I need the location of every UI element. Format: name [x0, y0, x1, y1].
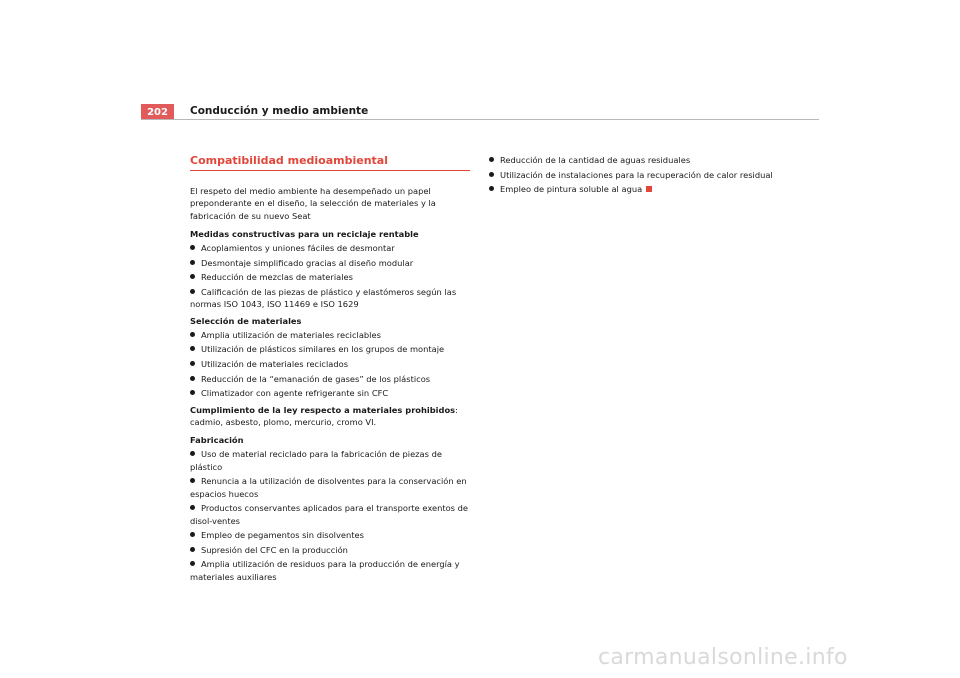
header-title: Conducción y medio ambiente — [190, 105, 369, 117]
medidas-heading: Medidas constructivas para un reciclaje rentable — [190, 228, 419, 239]
right-column — [489, 154, 809, 199]
list-item: Utilización de plásticos similares en los grupos de montaje — [190, 343, 470, 355]
cumplimiento-heading: Cumplimiento de la ley respecto a materiales prohibidos — [190, 404, 456, 415]
medidas-list — [190, 242, 470, 310]
section-title: Compatibilidad medioambiental — [190, 154, 470, 171]
cumplimiento-paragraph — [190, 404, 470, 429]
list-item: Desmontaje simplificado gracias al diseño modular — [190, 257, 470, 269]
list-item: Utilización de materiales reciclados — [190, 358, 470, 370]
list-item: Reducción de mezclas de materiales — [190, 271, 470, 283]
bullet-icon — [190, 532, 195, 537]
seleccion-heading: Selección de materiales — [190, 315, 302, 326]
left-column — [190, 154, 470, 587]
list-item: Empleo de pintura soluble al agua — [489, 183, 809, 195]
bullet-icon — [190, 346, 195, 351]
list-item: Calificación de las piezas de plástico y elastómeros según las normas ISO 1043, ISO 11469 e ISO 1629 — [190, 286, 457, 310]
list-item: Supresión del CFC en la producción — [190, 544, 470, 556]
end-of-section-icon — [646, 186, 652, 192]
fabricacion-list — [190, 448, 470, 582]
list-item: Renuncia a la utilización de disolventes para la conservación en espacios huecos — [190, 476, 467, 499]
right-list — [489, 154, 809, 195]
intro-paragraph: El respeto del medio ambiente ha desempeñado un papel preponderante en el diseño, la selección de materiales y la fabricación de su nuevo Seat — [190, 186, 436, 221]
list-item: Empleo de pegamentos sin disolventes — [190, 529, 470, 541]
list-item: Acoplamientos y uniones fáciles de desmontar — [190, 242, 470, 254]
bullet-icon — [190, 390, 195, 395]
bullet-icon — [190, 332, 195, 337]
list-item: Climatizador con agente refrigerante sin CFC — [190, 387, 470, 399]
bullet-icon — [190, 547, 195, 552]
header-divider — [141, 119, 819, 120]
list-item: Reducción de la cantidad de aguas residuales — [489, 154, 809, 166]
bullet-icon — [190, 361, 195, 366]
bullet-icon — [190, 376, 195, 381]
bullet-icon — [190, 260, 195, 265]
cumplimiento-text: : cadmio, asbesto, plomo, mercurio, cromo VI. — [190, 404, 458, 427]
bullet-icon — [190, 274, 195, 279]
bullet-icon — [190, 245, 195, 250]
seleccion-list — [190, 329, 470, 400]
watermark: carmanualsonline.info — [598, 645, 848, 670]
bullet-icon — [190, 478, 195, 483]
bullet-icon — [489, 157, 494, 162]
list-item: Amplia utilización de residuos para la producción de energía y materiales auxiliares — [190, 559, 460, 582]
bullet-icon — [190, 505, 195, 510]
list-item: Amplia utilización de materiales reciclables — [190, 329, 470, 341]
bullet-icon — [489, 186, 494, 191]
fabricacion-heading: Fabricación — [190, 435, 244, 446]
bullet-icon — [190, 289, 195, 294]
list-item: Utilización de instalaciones para la recuperación de calor residual — [489, 169, 809, 181]
page-number-badge: 202 — [141, 104, 174, 120]
list-item: Productos conservantes aplicados para el transporte exentos de disol-ventes — [190, 503, 468, 526]
bullet-icon — [190, 451, 195, 456]
list-item: Uso de material reciclado para la fabricación de piezas de plástico — [190, 449, 442, 472]
bullet-icon — [489, 172, 494, 177]
bullet-icon — [190, 561, 195, 566]
list-item: Reducción de la “emanación de gases” de los plásticos — [190, 373, 470, 385]
